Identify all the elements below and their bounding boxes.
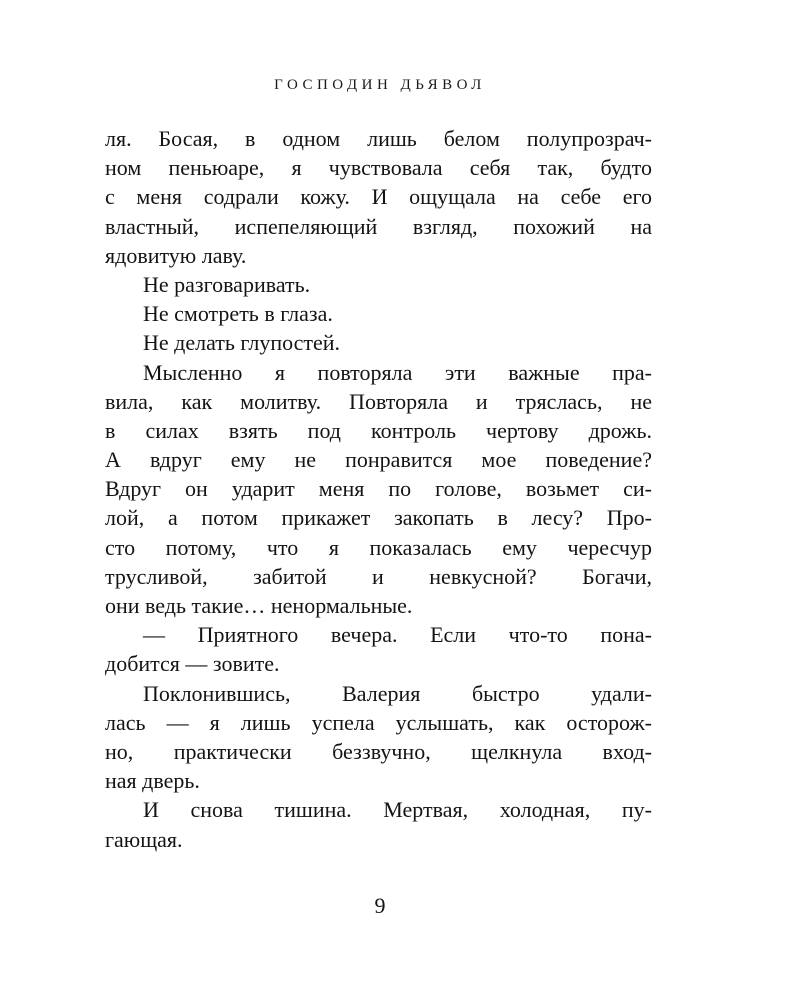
- text-line: в силах взять под контроль чертову дрожь.: [105, 417, 652, 443]
- text-line: они ведь такие… ненормальные.: [105, 593, 413, 618]
- text-line: добится — зовите.: [105, 651, 280, 677]
- text-line: А вдруг ему не понравится мое поведение?: [105, 447, 652, 473]
- text-line: властный, испепеляющий взгляд, похожий на: [105, 213, 652, 239]
- text-line: ном пеньюаре, я чувствовала себя так, будто: [105, 155, 652, 181]
- text-line: Не смотреть в глаза.: [143, 301, 333, 327]
- text-line: сто потому, что я показалась ему чересчур: [105, 534, 652, 560]
- text-line: ля. Босая, в одном лишь белом полупрозрач-: [105, 126, 652, 151]
- text-line: Вдруг он ударит меня по голове, возьмет си-: [105, 476, 652, 502]
- text-line: вила, как молитву. Повторяла и тряслась, не: [105, 388, 652, 414]
- text-line: лась — я лишь успела услышать, как осторож-: [105, 709, 652, 735]
- text-line: ядовитую лаву.: [105, 242, 247, 268]
- text-line: лой, а потом прикажет закопать в лесу? Про-: [105, 505, 652, 531]
- text-line: но, практически беззвучно, щелкнула вход-: [105, 738, 652, 764]
- text-line: гающая.: [105, 826, 183, 852]
- text-line: — Приятного вечера. Если что-то пона-: [143, 622, 652, 648]
- text-line: ная дверь.: [105, 768, 200, 794]
- body-text: [105, 124, 652, 854]
- page-number: 9: [374, 893, 386, 918]
- text-line: с меня содрали кожу. И ощущала на себе его: [105, 184, 652, 210]
- text-line: Не делать глупостей.: [143, 330, 341, 356]
- text-line: Не разговаривать.: [143, 271, 311, 297]
- text-line: И снова тишина. Мертвая, холодная, пу-: [143, 797, 652, 823]
- text-line: Мысленно я повторяла эти важные пра-: [143, 359, 652, 385]
- text-line: Поклонившись, Валерия быстро удали-: [143, 680, 652, 706]
- running-title: ГОСПОДИН ДЬЯВОЛ: [274, 77, 486, 93]
- text-line: трусливой, забитой и невкусной? Богачи,: [105, 563, 652, 589]
